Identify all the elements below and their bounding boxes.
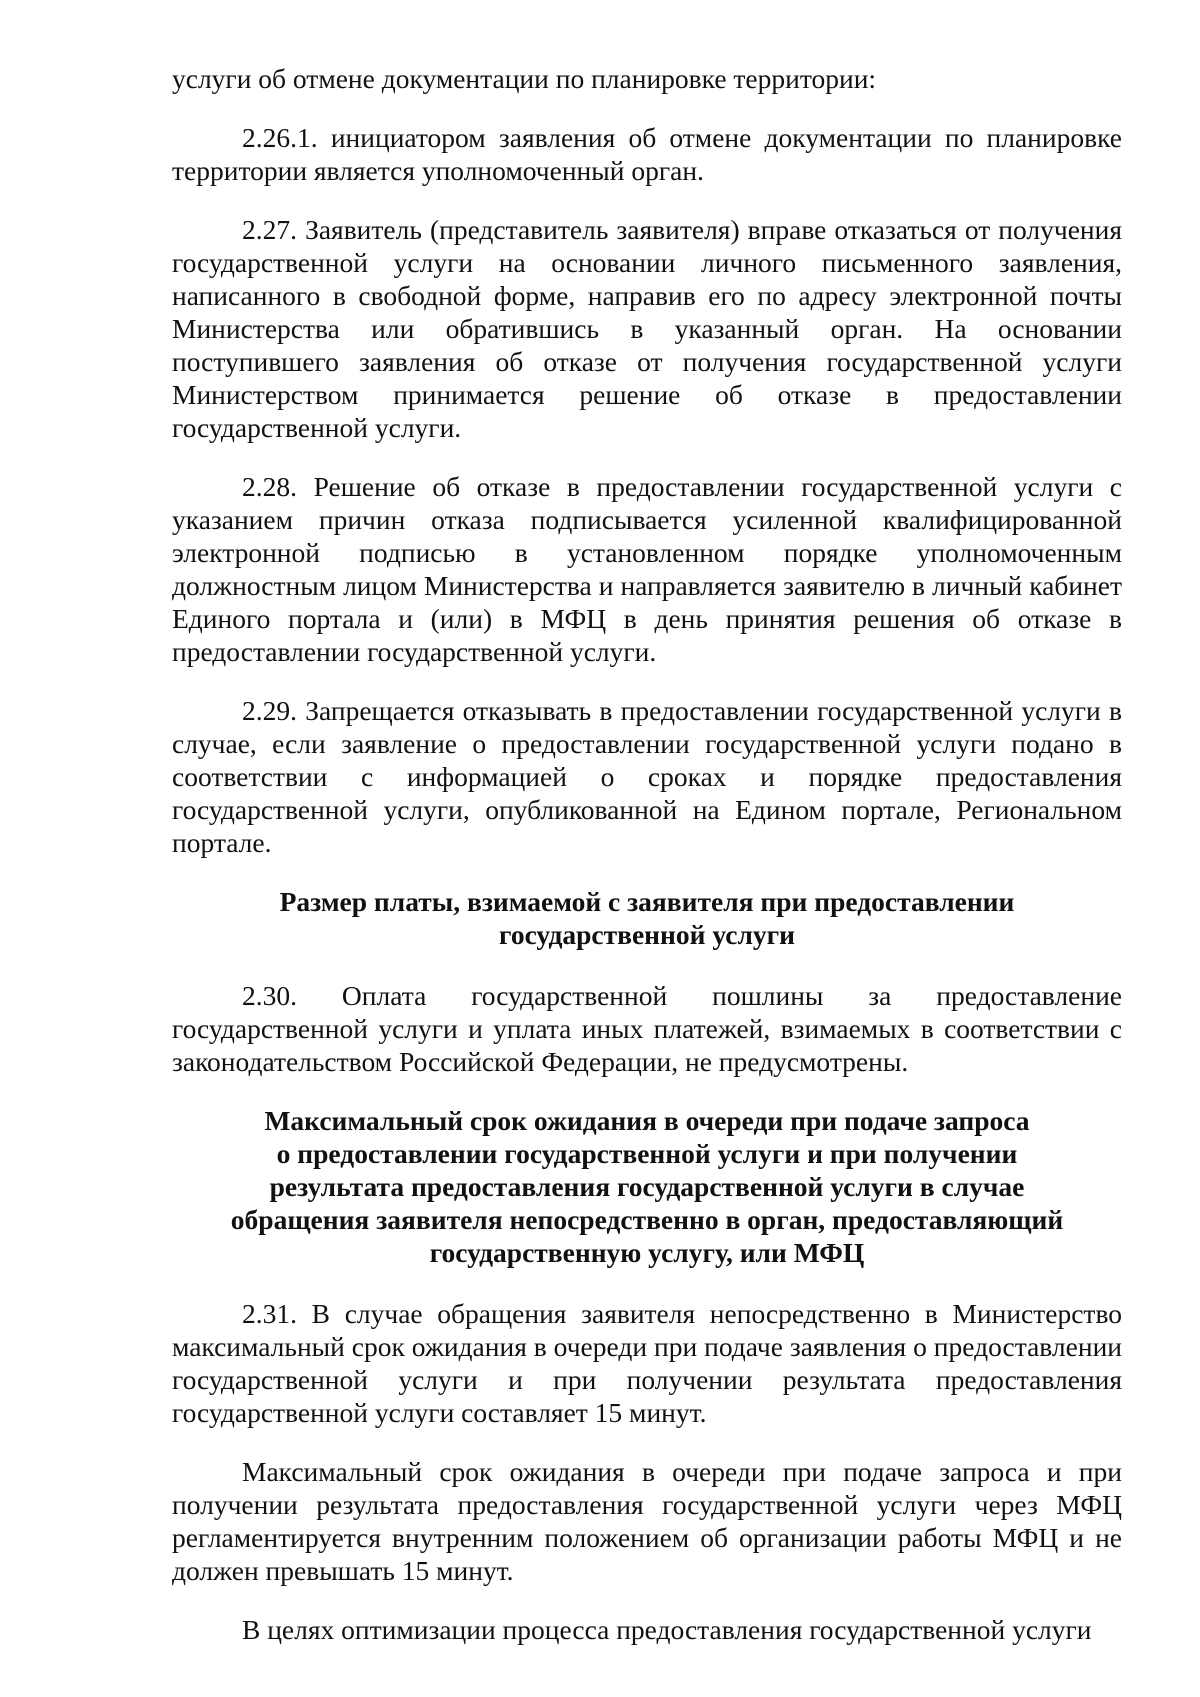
paragraph-2-28: 2.28. Решение об отказе в предоставлении государственной услуги с указанием причин отказа подписывается усиленной квалифицированной электронной подписью в установленном порядке уполномоченным должностным лицом Министерства и направляется заявителю в личный кабинет Единого портала и (или) в МФЦ в день принятия решения об отказе в предоставлении государственной услуги. xyxy=(172,471,1122,667)
heading-queue-line-4: обращения заявителя непосредственно в орган, предоставляющий xyxy=(230,1204,1064,1235)
heading-fee xyxy=(172,885,1122,951)
heading-queue-line-1: Максимальный срок ожидания в очереди при подаче запроса xyxy=(264,1105,1030,1136)
paragraph-2-31: 2.31. В случае обращения заявителя непосредственно в Министерство максимальный срок ожидания в очереди при подаче заявления о предоставлении государственной услуги и при получении результата предоставления государственной услуги составляет 15 минут. xyxy=(172,1298,1122,1428)
paragraph-2-30: 2.30. Оплата государственной пошлины за предоставление государственной услуги и уплата иных платежей, взимаемых в соответствии с законодательством Российской Федерации, не предусмотрены. xyxy=(172,980,1122,1077)
document-page xyxy=(172,62,1122,1646)
paragraph-last: В целях оптимизации процесса предоставления государственной услуги xyxy=(242,1614,1092,1645)
paragraph-2-27: 2.27. Заявитель (представитель заявителя) вправе отказаться от получения государственной услуги на основании личного письменного заявления, написанного в свободной форме, направив его по адресу электронной почты Министерства или обратившись в указанный орган. На основании поступившего заявления об отказе от получения государственной услуги Министерством принимается решение об отказе в предоставлении государственной услуги. xyxy=(172,214,1122,443)
paragraph-2-29: 2.29. Запрещается отказывать в предоставлении государственной услуги в случае, если заявление о предоставлении государственной услуги подано в соответствии с информацией о сроках и порядке предоставления государственной услуги, опубликованной на Едином портале, Региональном портале. xyxy=(172,695,1122,858)
heading-fee-line-1: Размер платы, взимаемой с заявителя при предоставлении xyxy=(279,886,1015,917)
paragraph-2-26-1: 2.26.1. инициатором заявления об отмене документации по планировке территории является уполномоченный орган. xyxy=(172,122,1122,186)
heading-fee-line-2: государственной услуги xyxy=(499,919,795,950)
heading-queue-line-5: государственную услугу, или МФЦ xyxy=(429,1237,865,1268)
heading-queue-line-2: о предоставлении государственной услуги и при получении xyxy=(276,1138,1018,1169)
paragraph-mfc: Максимальный срок ожидания в очереди при подаче запроса и при получении результата предоставления государственной услуги через МФЦ регламентируется внутренним положением об организации работы МФЦ и не должен превышать 15 минут. xyxy=(172,1456,1122,1586)
heading-queue-line-3: результата предоставления государственной услуги в случае xyxy=(269,1171,1025,1202)
heading-queue xyxy=(172,1104,1122,1269)
paragraph-intro: услуги об отмене документации по планировке территории: xyxy=(172,63,877,94)
